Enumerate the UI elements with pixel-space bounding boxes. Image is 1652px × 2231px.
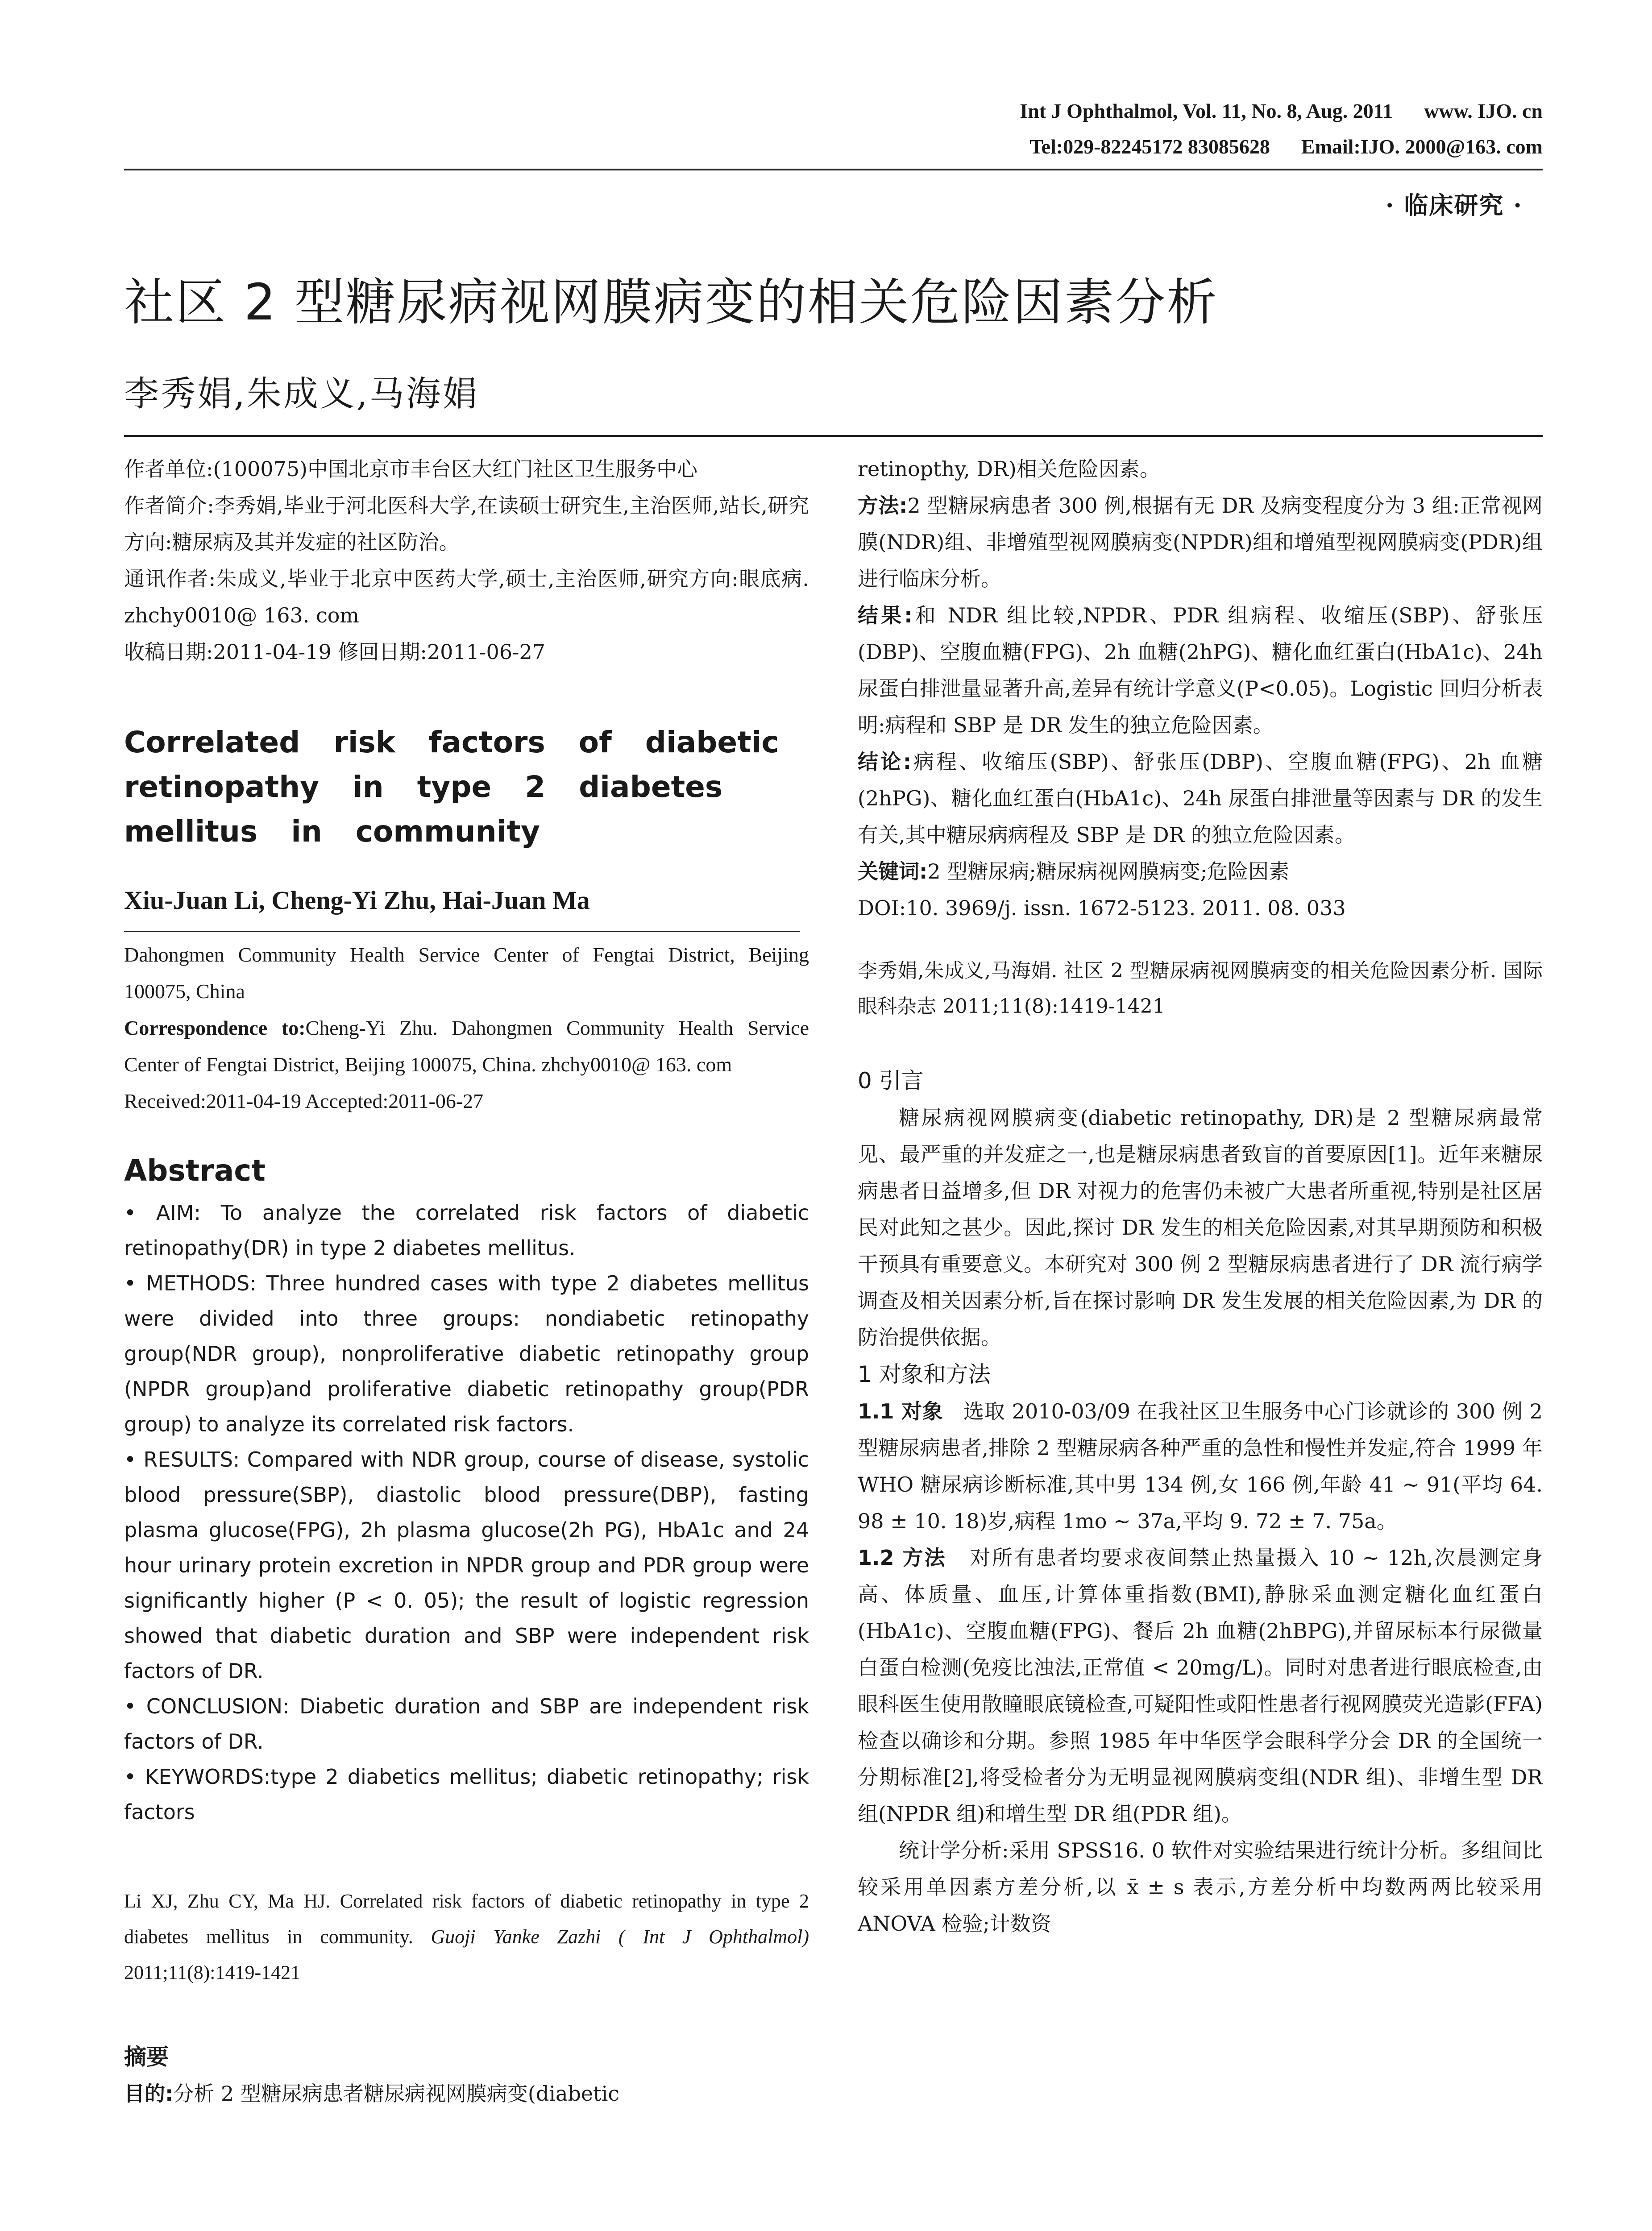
english-correspondence [124,1010,809,1083]
cn-abstract-results: 结果:和 NDR 组比较,NPDR、PDR 组病程、收缩压(SBP)、舒张压(DBP)、空腹血糖(FPG)、2h 血糖(2hPG)、糖化血红蛋白(HbA1c)、24h 尿蛋白排泄量显著升高,差异有统计学意义(P<0.05)。Logistic 回归分析表明:病程和 SBP 是 DR 发生的独立危险因素。 [858,603,1543,737]
english-authors: Xiu-Juan Li, Cheng-Yi Zhu, Hai-Juan Ma [124,886,590,915]
abstract-aim: • AIM: To analyze the correlated risk factors of diabetic retinopathy(DR) in type 2 diabetes mellitus. [124,1201,809,1260]
abstract-keywords: • KEYWORDS:type 2 diabetics mellitus; diabetic retinopathy; risk factors [124,1765,809,1824]
cn-abstract-aim: 目的:分析 2 型糖尿病患者糖尿病视网膜病变(diabetic [124,2082,620,2106]
correspondence-label: Correspondence to: [124,1016,306,1039]
english-title: Correlated risk factors of diabetic retinopathy in type 2 diabetes mellitus in community [124,725,779,849]
cn-abstract-methods: 方法:2 型糖尿病患者 300 例,根据有无 DR 及病变程度分为 3 组:正常视网膜(NDR)组、非增殖型视网膜病变(NPDR)组和增殖型视网膜病变(PDR)组进行临床分析。 [858,493,1543,591]
english-citation: Li XJ, Zhu CY, Ma HJ. Correlated risk factors of diabetic retinopathy in type 2 diabetes mellitus in community. Guoji Yanke Zazhi ( Int J Ophthalmol) 2011;11(8):1419-1421 [124,1890,809,1983]
cn-abstract-heading: 摘要 [124,2044,169,2070]
intro-text: 糖尿病视网膜病变(diabetic retinopathy, DR)是 2 型糖尿病最常见、最严重的并发症之一,也是糖尿病患者致盲的首要原因[1]。近年来糖尿病患者日益增多,但 DR 对视力的危害仍未被广大患者所重视,特别是社区居民对此知之甚少。因此,探讨 DR 发生的相关危险因素,对其早期预防和积极干预具有重要意义。本研究对 300 例 2 型糖尿病患者进行了 DR 流行病学调查及相关因素分析,旨在探讨影响 DR 发生发展的相关危险因素,为 DR 的防治提供依据。 [858,1106,1543,1349]
cn-keywords: 关键词:2 型糖尿病;糖尿病视网膜病变;危险因素 [858,859,1290,883]
authors-rule [124,931,800,932]
section-label: · 临床研究 · [1385,191,1523,220]
corresponding-author: 通讯作者:朱成义,毕业于北京中医药大学,硕士,主治医师,研究方向:眼底病. zhchy0010@ 163. com [124,567,809,627]
cn-citation: 李秀娟,朱成义,马海娟. 社区 2 型糖尿病视网膜病变的相关危险因素分析. 国际眼科杂志 2011;11(8):1419-1421 [858,959,1543,1018]
correspondence-text: Cheng-Yi Zhu. Dahongmen Community Health Service Center of Fengtai District, Beijing 100075, China. zhchy0010@ 163. com [124,1016,809,1076]
cn-abstract-aim-cont: retinopthy, DR)相关危险因素。 [858,457,1160,481]
abstract-conclusion: • CONCLUSION: Diabetic duration and SBP are independent risk factors of DR. [124,1694,809,1754]
english-affiliation: Dahongmen Community Health Service Center of Fengtai District, Beijing 100075, China [124,943,809,1003]
running-header-journal: Int J Ophthalmol, Vol. 11, No. 8, Aug. 2011 www. IJO. cn [1020,100,1543,122]
english-dates: Received:2011-04-19 Accepted:2011-06-27 [124,1090,484,1112]
abstract-heading: Abstract [124,1153,266,1188]
article-title: 社区 2 型糖尿病视网膜病变的相关危险因素分析 [124,274,1218,332]
received-dates: 收稿日期:2011-04-19 修回日期:2011-06-27 [124,640,546,664]
subjects-text: 1.1 对象 选取 2010-03/09 在我社区卫生服务中心门诊就诊的 300 例 2 型糖尿病患者,排除 2 型糖尿病各种严重的急性和慢性并发症,符合 1999 年 WHO 糖尿病诊断标准,其中男 134 例,女 166 例,年龄 41 ~ 91(平均 64. 98 ± 10. 18)岁,病程 1mo ~ 37a,平均 9. 72 ± 7. 75a。 [858,1399,1543,1533]
author-affiliation: 作者单位:(100075)中国北京市丰台区大红门社区卫生服务中心 [124,457,697,481]
left-column [124,451,809,2112]
authors-cn: 李秀娟,朱成义,马海娟 [124,374,479,414]
cn-abstract-conclusion: 结论:病程、收缩压(SBP)、舒张压(DBP)、空腹血糖(FPG)、2h 血糖(2hPG)、糖化血红蛋白(HbA1c)、24h 尿蛋白排泄量等因素与 DR 的发生有关,其中糖尿病病程及 SBP 是 DR 的独立危险因素。 [858,750,1543,847]
abstract-methods: • METHODS: Three hundred cases with type 2 diabetes mellitus were divided into three groups: nondiabetic retinopathy group(NDR group), nonproliferative diabetic retinopathy group (NPDR group)and proliferative diabetic retinopathy group(PDR group) to analyze its correlated risk factors. [124,1271,809,1436]
author-bio: 作者简介:李秀娟,毕业于河北医科大学,在读硕士研究生,主治医师,站长,研究方向:糖尿病及其并发症的社区防治。 [124,493,809,554]
citation-journal: Guoji Yanke Zazhi ( Int J Ophthalmol) [431,1926,809,1948]
doi: DOI:10. 3969/j. issn. 1672-5123. 2011. 08. 033 [858,896,1346,920]
statistics-text: 统计学分析:采用 SPSS16. 0 软件对实验结果进行统计分析。多组间比较采用单因素方差分析,以 x̄ ± s 表示,方差分析中均数两两比较采用 ANOVA 检验;计数资 [858,1838,1543,1936]
title-rule [124,435,1543,437]
right-column [858,451,1543,1942]
abstract-results: • RESULTS: Compared with NDR group, course of disease, systolic blood pressure(SBP), diastolic blood pressure(DBP), fasting plasma glucose(FPG), 2h plasma glucose(2h PG), HbA1c and 24 hour urinary protein excretion in NPDR group and PDR group were significantly higher (P < 0. 05); the result of logistic regression showed that diabetic duration and SBP were independent risk factors of DR. [124,1447,809,1683]
method-text: 1.2 方法 对所有患者均要求夜间禁止热量摄入 10 ~ 12h,次晨测定身高、体质量、血压,计算体重指数(BMI),静脉采血测定糖化血红蛋白(HbA1c)、空腹血糖(FPG)、餐后 2h 血糖(2hBPG),并留尿标本行尿微量白蛋白检测(免疫比浊法,正常值 < 20mg/L)。同时对患者进行眼底检查,由眼科医生使用散瞳眼底镜检查,可疑阳性或阳性患者行视网膜荧光造影(FFA)检查以确诊和分期。参照 1985 年中华医学会眼科学分会 DR 的全国统一分期标准[2],将受检者分为无明显视网膜病变组(NDR 组)、非增生型 DR 组(NPDR 组)和增生型 DR 组(PDR 组)。 [858,1546,1543,1826]
running-header-contact: Tel:029-82245172 83085628 Email:IJO. 2000@163. com [1029,135,1543,158]
intro-heading: 0 引言 [858,1068,924,1094]
header-rule [124,169,1543,170]
methods-heading: 1 对象和方法 [858,1361,991,1387]
